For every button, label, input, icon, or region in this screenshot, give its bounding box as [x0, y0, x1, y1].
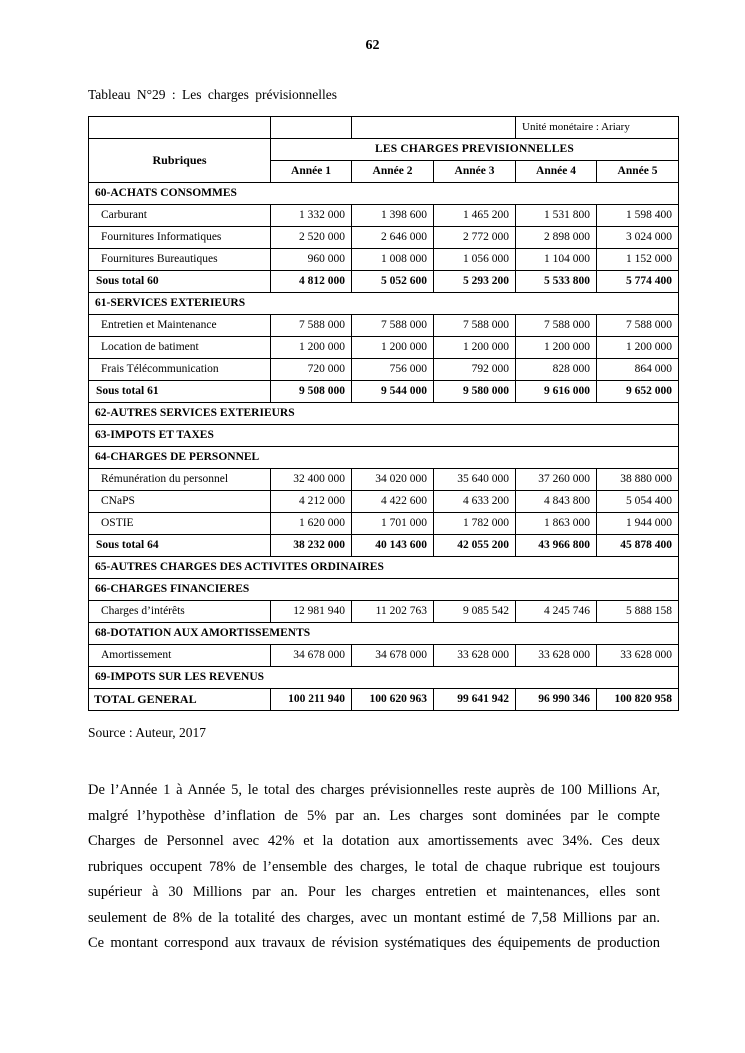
section-label: 63-IMPOTS ET TAXES: [89, 425, 679, 447]
row-label: Fournitures Bureautiques: [89, 249, 271, 271]
table-row: [89, 557, 679, 579]
table-row: [89, 689, 679, 711]
row-value: 43 966 800: [516, 535, 597, 557]
year-header-1: Année 1: [271, 161, 352, 183]
row-value: 7 588 000: [516, 315, 597, 337]
row-value: 1 008 000: [352, 249, 434, 271]
row-label: Amortissement: [89, 645, 271, 667]
row-value: 960 000: [271, 249, 352, 271]
section-label: 60-ACHATS CONSOMMES: [89, 183, 679, 205]
row-value: 1 332 000: [271, 205, 352, 227]
page-content: [88, 87, 680, 957]
table-row: [89, 183, 679, 205]
empty-cell: [352, 117, 516, 139]
row-value: 34 678 000: [271, 645, 352, 667]
row-value: 3 024 000: [597, 227, 679, 249]
row-value: 1 398 600: [352, 205, 434, 227]
row-value: 7 588 000: [597, 315, 679, 337]
row-value: 33 628 000: [434, 645, 516, 667]
row-value: 37 260 000: [516, 469, 597, 491]
row-value: 756 000: [352, 359, 434, 381]
year-header-5: Année 5: [597, 161, 679, 183]
table-row: [89, 447, 679, 469]
row-value: 1 152 000: [597, 249, 679, 271]
row-value: 5 054 400: [597, 491, 679, 513]
row-value: 5 052 600: [352, 271, 434, 293]
section-label: 64-CHARGES DE PERSONNEL: [89, 447, 679, 469]
table-row: [89, 271, 679, 293]
row-value: 2 520 000: [271, 227, 352, 249]
row-label: Location de batiment: [89, 337, 271, 359]
table-row: [89, 645, 679, 667]
row-value: 5 888 158: [597, 601, 679, 623]
row-value: 7 588 000: [352, 315, 434, 337]
row-value: 11 202 763: [352, 601, 434, 623]
table-row: [89, 227, 679, 249]
table-row: [89, 667, 679, 689]
row-value: 1 056 000: [434, 249, 516, 271]
row-value: 100 620 963: [352, 689, 434, 711]
rubriques-header: Rubriques: [89, 139, 271, 183]
row-value: 828 000: [516, 359, 597, 381]
row-value: 1 782 000: [434, 513, 516, 535]
row-value: 99 641 942: [434, 689, 516, 711]
row-value: 1 465 200: [434, 205, 516, 227]
table-title: Tableau N°29 : Les charges prévisionnelles: [88, 87, 338, 102]
unit-note: Unité monétaire : Ariary: [516, 117, 679, 139]
row-value: 4 245 746: [516, 601, 597, 623]
row-value: 1 200 000: [434, 337, 516, 359]
row-value: 1 200 000: [271, 337, 352, 359]
row-label: CNaPS: [89, 491, 271, 513]
row-value: 5 533 800: [516, 271, 597, 293]
row-value: 9 616 000: [516, 381, 597, 403]
row-value: 7 588 000: [434, 315, 516, 337]
table-row: [89, 491, 679, 513]
year-header-2: Année 2: [352, 161, 434, 183]
row-value: 1 863 000: [516, 513, 597, 535]
table-row: [89, 601, 679, 623]
row-value: 864 000: [597, 359, 679, 381]
row-value: 33 628 000: [516, 645, 597, 667]
row-value: 12 981 940: [271, 601, 352, 623]
row-value: 4 422 600: [352, 491, 434, 513]
row-value: 96 990 346: [516, 689, 597, 711]
table-row: [89, 535, 679, 557]
table-row: [89, 293, 679, 315]
row-value: 1 944 000: [597, 513, 679, 535]
section-label: 65-AUTRES CHARGES DES ACTIVITES ORDINAIRES: [89, 557, 679, 579]
table-row: [89, 623, 679, 645]
table-row: [89, 579, 679, 601]
table-row: [89, 425, 679, 447]
section-label: 62-AUTRES SERVICES EXTERIEURS: [89, 403, 679, 425]
row-value: 2 646 000: [352, 227, 434, 249]
charges-table-body: [89, 183, 679, 711]
table-row: [89, 513, 679, 535]
row-label: Sous total 64: [89, 535, 271, 557]
row-value: 9 580 000: [434, 381, 516, 403]
row-value: 38 880 000: [597, 469, 679, 491]
row-value: 1 200 000: [597, 337, 679, 359]
empty-cell: [271, 117, 352, 139]
row-value: 42 055 200: [434, 535, 516, 557]
section-label: 66-CHARGES FINANCIERES: [89, 579, 679, 601]
row-value: 9 544 000: [352, 381, 434, 403]
section-label: 68-DOTATION AUX AMORTISSEMENTS: [89, 623, 679, 645]
row-value: 4 812 000: [271, 271, 352, 293]
row-label: Carburant: [89, 205, 271, 227]
row-label: Entretien et Maintenance: [89, 315, 271, 337]
charges-table: [88, 116, 679, 711]
empty-cell: [89, 117, 271, 139]
row-value: 4 843 800: [516, 491, 597, 513]
table-row: [89, 469, 679, 491]
page-number: 62: [365, 38, 380, 53]
row-value: 38 232 000: [271, 535, 352, 557]
table-row: [89, 315, 679, 337]
group-header: LES CHARGES PREVISIONNELLES: [271, 139, 679, 161]
table-header-row: [89, 139, 679, 161]
row-label: TOTAL GENERAL: [89, 689, 271, 711]
row-value: 1 620 000: [271, 513, 352, 535]
row-value: 2 898 000: [516, 227, 597, 249]
row-value: 9 652 000: [597, 381, 679, 403]
row-value: 40 143 600: [352, 535, 434, 557]
row-label: Frais Télécommunication: [89, 359, 271, 381]
table-row: [89, 359, 679, 381]
row-value: 792 000: [434, 359, 516, 381]
row-value: 4 633 200: [434, 491, 516, 513]
row-value: 100 211 940: [271, 689, 352, 711]
section-label: 61-SERVICES EXTERIEURS: [89, 293, 679, 315]
row-value: 2 772 000: [434, 227, 516, 249]
analysis-paragraph: De l’Année 1 à Année 5, le total des charges prévisionnelles reste auprès de 100 Millions Ar, malgré l’hypothèse d’inflation de 5% par an. Les charges sont dominées par le compte Charges de Personnel avec 42% et la dotation aux amortissements avec 34%. Ces deux rubriques occupent 78% de l’ensemble des charges, le total de chaque rubrique est toujours supérieur à 30 Millions par an. Pour les charges entretien et maintenances, elles sont seulement de 8% de la totalité des charges, avec un montant estimé de 7,58 Millions par an. Ce montant correspond aux travaux de révision systématiques des équipements de production: [88, 782, 660, 951]
row-value: 1 531 800: [516, 205, 597, 227]
row-value: 1 104 000: [516, 249, 597, 271]
source-note: Source : Auteur, 2017: [88, 725, 206, 740]
table-row: [89, 205, 679, 227]
row-value: 34 678 000: [352, 645, 434, 667]
row-value: 100 820 958: [597, 689, 679, 711]
table-row: [89, 337, 679, 359]
row-value: 35 640 000: [434, 469, 516, 491]
row-value: 5 774 400: [597, 271, 679, 293]
row-value: 32 400 000: [271, 469, 352, 491]
row-value: 34 020 000: [352, 469, 434, 491]
row-label: Sous total 61: [89, 381, 271, 403]
row-value: 1 200 000: [516, 337, 597, 359]
row-value: 9 508 000: [271, 381, 352, 403]
unit-row: [89, 117, 679, 139]
year-header-3: Année 3: [434, 161, 516, 183]
year-header-4: Année 4: [516, 161, 597, 183]
row-value: 9 085 542: [434, 601, 516, 623]
row-value: 45 878 400: [597, 535, 679, 557]
section-label: 69-IMPOTS SUR LES REVENUS: [89, 667, 679, 689]
table-row: [89, 249, 679, 271]
row-label: OSTIE: [89, 513, 271, 535]
row-label: Charges d’intérêts: [89, 601, 271, 623]
row-value: 1 200 000: [352, 337, 434, 359]
row-value: 1 701 000: [352, 513, 434, 535]
row-label: Sous total 60: [89, 271, 271, 293]
row-value: 720 000: [271, 359, 352, 381]
table-row: [89, 381, 679, 403]
row-value: 7 588 000: [271, 315, 352, 337]
row-value: 4 212 000: [271, 491, 352, 513]
row-label: Rémunération du personnel: [89, 469, 271, 491]
row-label: Fournitures Informatiques: [89, 227, 271, 249]
row-value: 33 628 000: [597, 645, 679, 667]
row-value: 1 598 400: [597, 205, 679, 227]
table-row: [89, 403, 679, 425]
row-value: 5 293 200: [434, 271, 516, 293]
